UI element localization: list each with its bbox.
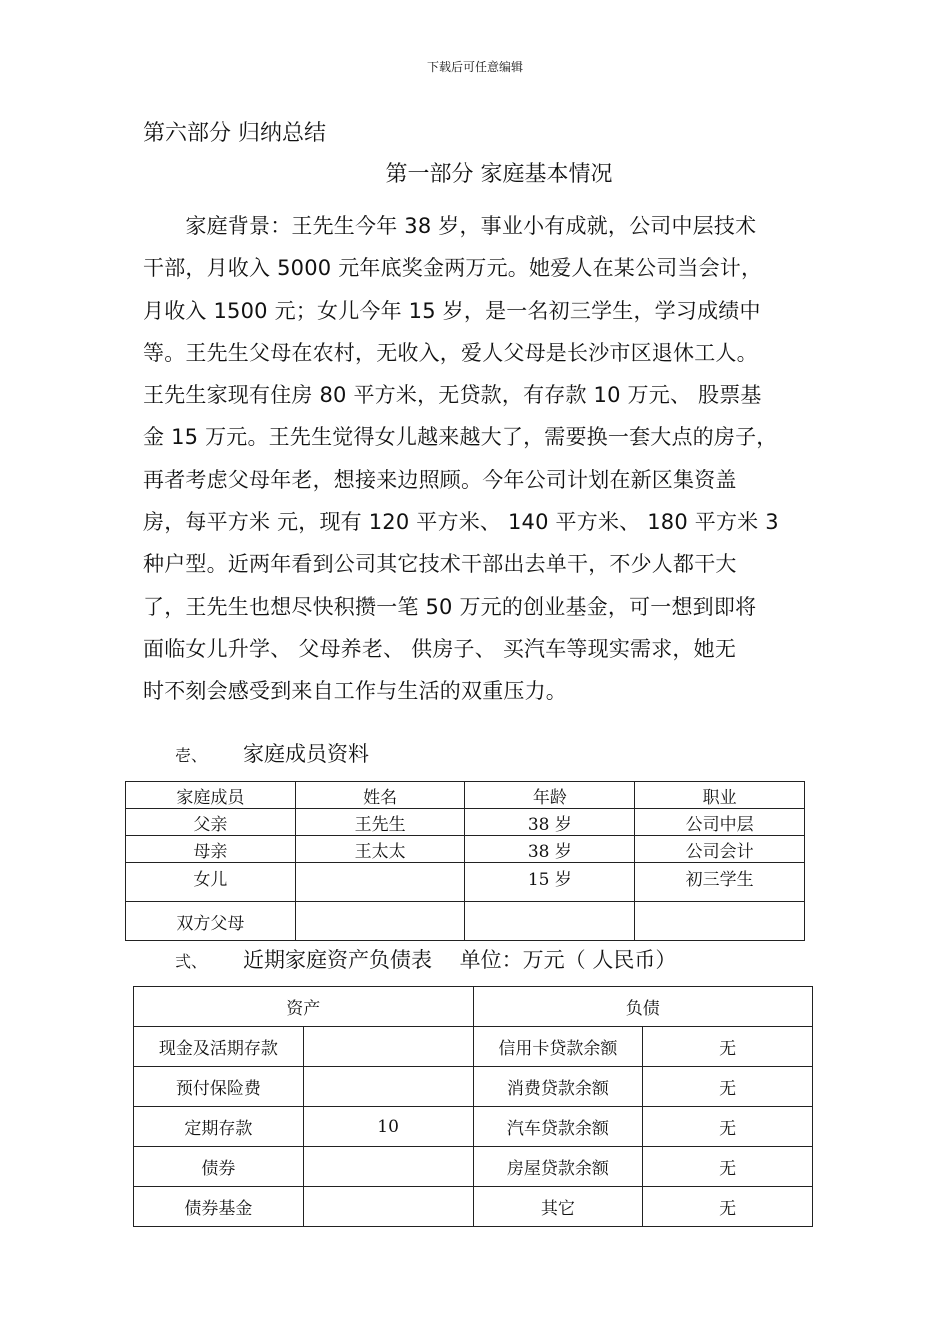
paragraph-line: 月收入 1500 元；女儿今年 15 岁，是一名初三学生，学习成绩中 [143, 298, 761, 323]
table-row [134, 1107, 813, 1147]
section1-number: 壱、 [175, 746, 208, 765]
paragraph-line: 家庭背景：王先生今年 38 岁，事业小有成就，公司中层技术 [143, 214, 757, 238]
table-row [126, 809, 805, 836]
table-cell: 无 [643, 1107, 813, 1147]
section2-title: 近期家庭资产负债表 单位：万元（ 人民币） [243, 948, 677, 972]
paragraph-line: 干部，月收入 5000 元年底奖金两万元。她爱人在某公司当会计， [143, 256, 763, 281]
table-row [126, 863, 805, 902]
section2-number: 弍、 [175, 952, 208, 971]
section1-title: 家庭成员资料 [243, 742, 369, 766]
paragraph-line: 再者考虑父母年老，想接来边照顾。今年公司计划在新区集资盖 [143, 467, 737, 492]
table-cell: 王先生 [295, 809, 465, 836]
paragraph-line: 金 15 万元。王先生觉得女儿越来越大了，需要换一套大点的房子， [143, 425, 778, 450]
table-row [126, 836, 805, 863]
table-cell: 38 岁 [465, 809, 635, 836]
table-cell [303, 1067, 473, 1107]
paragraph-line: 种户型。近两年看到公司其它技术干部出去单干，不少人都干大 [143, 552, 737, 577]
section1-heading [175, 738, 369, 768]
table-row [134, 1027, 813, 1067]
table-cell: 公司会计 [635, 836, 805, 863]
paragraph-line: 面临女儿升学、 父母养老、 供房子、 买汽车等现实需求，她无 [143, 636, 737, 661]
table-cell: 王太太 [295, 836, 465, 863]
table-cell: 现金及活期存款 [134, 1027, 304, 1067]
table-cell: 债券 [134, 1147, 304, 1187]
table-cell [303, 1027, 473, 1067]
table-cell: 定期存款 [134, 1107, 304, 1147]
table-cell: 债券基金 [134, 1187, 304, 1227]
table-cell: 女儿 [126, 863, 296, 902]
table-header-cell: 负债 [473, 987, 813, 1027]
table-cell: 双方父母 [126, 902, 296, 941]
part1-title: 第一部分 家庭基本情况 [385, 162, 613, 187]
table-header-cell: 资产 [134, 987, 474, 1027]
table-cell [303, 1147, 473, 1187]
paragraph-line: 时不刻会感受到来自工作与生活的双重压力。 [143, 679, 567, 704]
table-cell: 无 [643, 1027, 813, 1067]
table-cell [303, 1187, 473, 1227]
table-cell [465, 902, 635, 941]
background-paragraph [143, 205, 808, 713]
table-cell [295, 902, 465, 941]
table-cell: 父亲 [126, 809, 296, 836]
table-header-row [126, 782, 805, 809]
section2-heading [175, 944, 676, 974]
table-cell: 无 [643, 1147, 813, 1187]
table-cell: 预付保险费 [134, 1067, 304, 1107]
table-cell: 母亲 [126, 836, 296, 863]
table-cell [295, 863, 465, 902]
table-cell: 汽车贷款余额 [473, 1107, 643, 1147]
table-cell: 其它 [473, 1187, 643, 1227]
table-header-cell: 姓名 [295, 782, 465, 809]
table-cell: 初三学生 [635, 863, 805, 902]
paragraph-line: 房，每平方米 元，现有 120 平方米、 140 平方米、 180 平方米 3 [143, 510, 779, 535]
table-header-cell: 家庭成员 [126, 782, 296, 809]
table-cell: 10 [303, 1107, 473, 1147]
table-cell: 房屋贷款余额 [473, 1147, 643, 1187]
table-header-cell: 年龄 [465, 782, 635, 809]
table-row [134, 1147, 813, 1187]
table-row [134, 1067, 813, 1107]
table-cell: 15 岁 [465, 863, 635, 902]
paragraph-line: 王先生家现有住房 80 平方米，无贷款，有存款 10 万元、 股票基 [143, 383, 762, 408]
table-row [134, 1187, 813, 1227]
paragraph-line: 等。王先生父母在农村，无收入，爱人父母是长沙市区退休工人。 [143, 340, 758, 365]
table-row [126, 902, 805, 941]
page-header-note: 下载后可任意编辑 [426, 60, 523, 74]
table-cell [635, 902, 805, 941]
family-members-table [125, 781, 805, 941]
table-header-row [134, 987, 813, 1027]
table-cell: 信用卡贷款余额 [473, 1027, 643, 1067]
paragraph-line: 了，王先生也想尽快积攒一笔 50 万元的创业基金，可一想到即将 [143, 594, 757, 619]
table-cell: 38 岁 [465, 836, 635, 863]
table-cell: 消费贷款余额 [473, 1067, 643, 1107]
table-cell: 公司中层 [635, 809, 805, 836]
table-cell: 无 [643, 1067, 813, 1107]
table-header-cell: 职业 [635, 782, 805, 809]
part6-title: 第六部分 归纳总结 [143, 121, 326, 146]
balance-sheet-table [133, 986, 813, 1227]
table-cell: 无 [643, 1187, 813, 1227]
